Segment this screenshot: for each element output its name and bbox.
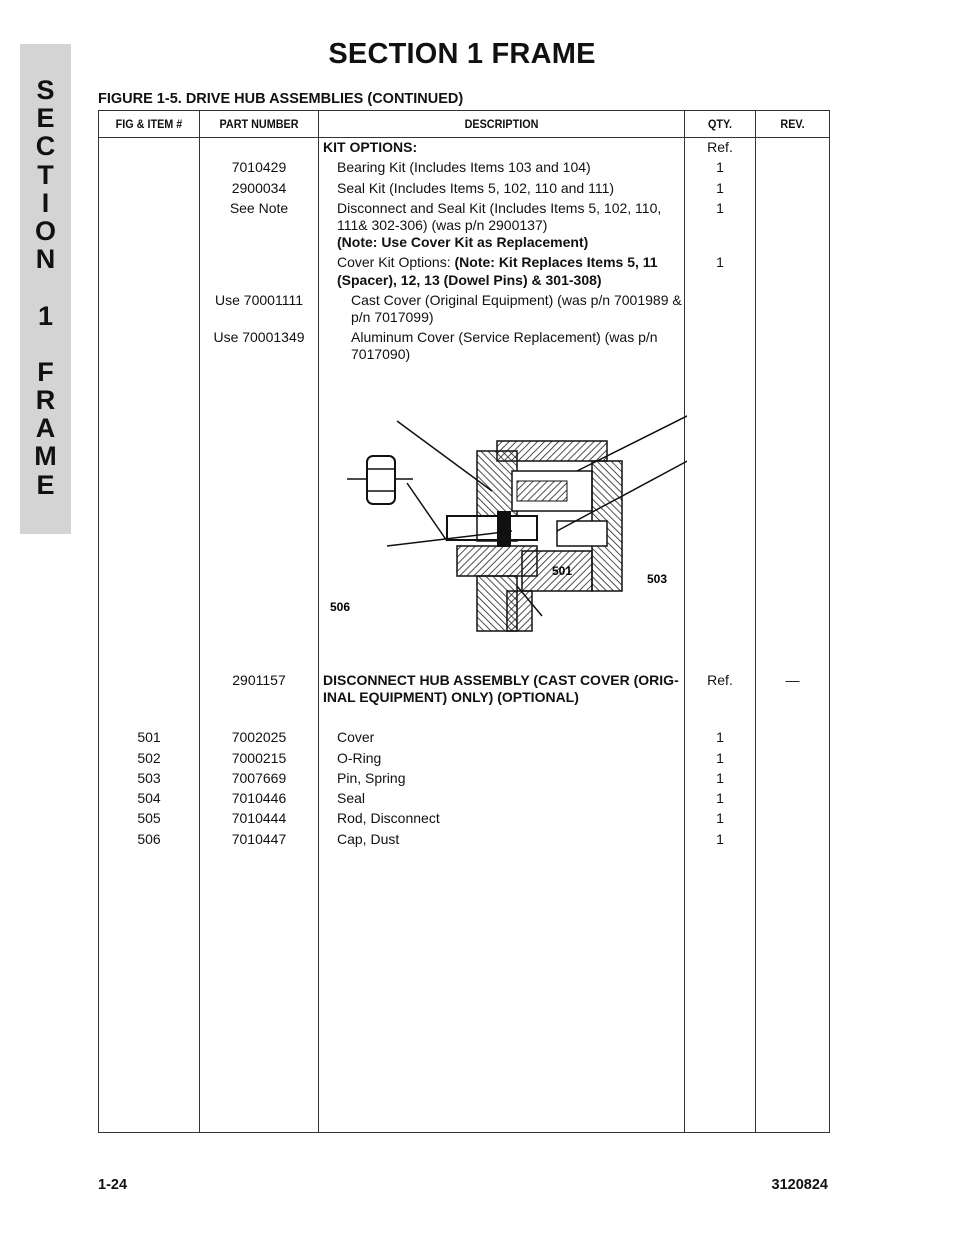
seal-kit-desc: Seal Kit (Includes Items 5, 102, 110 and 111) [337,180,615,196]
header-description: DESCRIPTION [464,117,539,131]
label-501: 501 [552,564,573,578]
assembly-desc-2: INAL EQUIPMENT) ONLY) (OPTIONAL) [323,689,579,705]
column-divider [199,111,200,1132]
table-row-desc: Pin, Spring [337,770,406,786]
side-letter: O [34,215,56,246]
table-row-desc: Cover [337,729,375,745]
side-letter: T [37,159,54,190]
page-title: SECTION 1 FRAME [328,38,596,70]
cover-kit-note: (Note: Kit Replaces Items 5, 11 [454,254,658,270]
table-row-part: 7000215 [231,750,287,766]
assembly-qty: Ref. [707,672,733,688]
parts-table [98,110,830,1133]
kit-options-heading: KIT OPTIONS: [323,139,418,155]
cover-kit-note-2: (Spacer), 12, 13 (Dowel Pins) & 301-308) [337,272,602,288]
page-number: 1-24 [98,1177,128,1193]
table-row-item: 504 [137,790,161,806]
side-letter: C [35,131,56,162]
drive-hub-disconnect-illustration [327,411,687,651]
header-rev: REV. [780,117,805,131]
table-row-item: 506 [137,831,161,847]
column-divider [318,111,319,1132]
table-row-qty: 1 [716,729,724,745]
table-row-item: 502 [137,750,161,766]
assembly-rev: — [785,672,800,688]
header-item: FIG & ITEM # [115,117,183,131]
disconnect-kit-qty: 1 [716,200,724,216]
column-divider [755,111,756,1132]
side-letter: S [36,75,55,105]
cast-cover-desc-2: p/n 7017099) [351,309,434,325]
bearing-kit-desc: Bearing Kit (Includes Items 103 and 104) [337,159,591,175]
side-letter: E [36,469,55,500]
disconnect-kit-desc: Disconnect and Seal Kit (Includes Items 5, 102, 110, [337,200,662,216]
table-row-item: 501 [137,729,161,745]
table-row-desc: O-Ring [337,750,382,766]
table-row-part: 7002025 [231,729,287,745]
alum-cover-desc: Aluminum Cover (Service Replacement) (was p/n [351,329,658,345]
cover-kit-desc [337,254,685,271]
disconnect-kit-part: See Note [229,200,289,216]
side-letter: M [34,441,57,472]
side-tab-letters [20,76,71,499]
bearing-kit-qty: 1 [716,159,724,175]
table-row-item: 503 [137,770,161,786]
bearing-kit-part: 7010429 [231,159,287,175]
table-row-qty: 1 [716,750,724,766]
side-letter: E [36,103,55,134]
table-header [99,111,829,138]
cast-cover-desc: Cast Cover (Original Equipment) (was p/n 7001989 & [351,292,682,308]
label-506: 506 [330,600,351,614]
table-row-part: 7007669 [231,770,287,786]
section-side-tab [20,44,71,534]
cover-kit-prefix: Cover Kit Options: [337,254,455,270]
table-row-part: 7010444 [231,810,287,826]
header-qty: QTY. [707,117,732,131]
table-row-part: 7010446 [231,790,287,806]
disconnect-kit-desc-2: 111& 302-306) (was p/n 2900137) [337,217,548,233]
header-part-number: PART NUMBER [219,117,299,131]
side-letter: 1 [37,300,54,331]
table-row-desc: Rod, Disconnect [337,810,440,826]
table-row-qty: 1 [716,831,724,847]
assembly-part: 2901157 [232,672,286,688]
document-number: 3120824 [771,1177,828,1193]
table-row-desc: Seal [337,790,366,806]
assembly-desc: DISCONNECT HUB ASSEMBLY (CAST COVER (ORIG- [323,672,679,688]
cast-cover-part: Use 70001111 [215,292,303,308]
table-row-qty: 1 [716,790,724,806]
table-row-item: 505 [137,810,161,826]
seal-kit-part: 2900034 [231,180,287,196]
side-letter: N [35,244,56,275]
side-letter: R [35,385,56,416]
side-letter: F [37,356,54,387]
table-row-qty: 1 [716,770,724,786]
table-row-qty: 1 [716,810,724,826]
side-letter: A [35,413,56,444]
cover-kit-qty: 1 [716,254,724,270]
label-503: 503 [647,572,668,586]
alum-cover-part: Use 70001349 [213,329,305,345]
disconnect-kit-note: (Note: Use Cover Kit as Replacement) [337,234,589,250]
table-row-part: 7010447 [231,831,287,847]
side-letter: I [41,187,50,218]
seal-kit-qty: 1 [716,180,724,196]
alum-cover-desc-2: 7017090) [351,346,411,362]
figure-title: FIGURE 1-5. DRIVE HUB ASSEMBLIES (CONTINUED) [98,91,464,107]
table-row-desc: Cap, Dust [337,831,400,847]
kit-options-qty: Ref. [707,139,733,155]
